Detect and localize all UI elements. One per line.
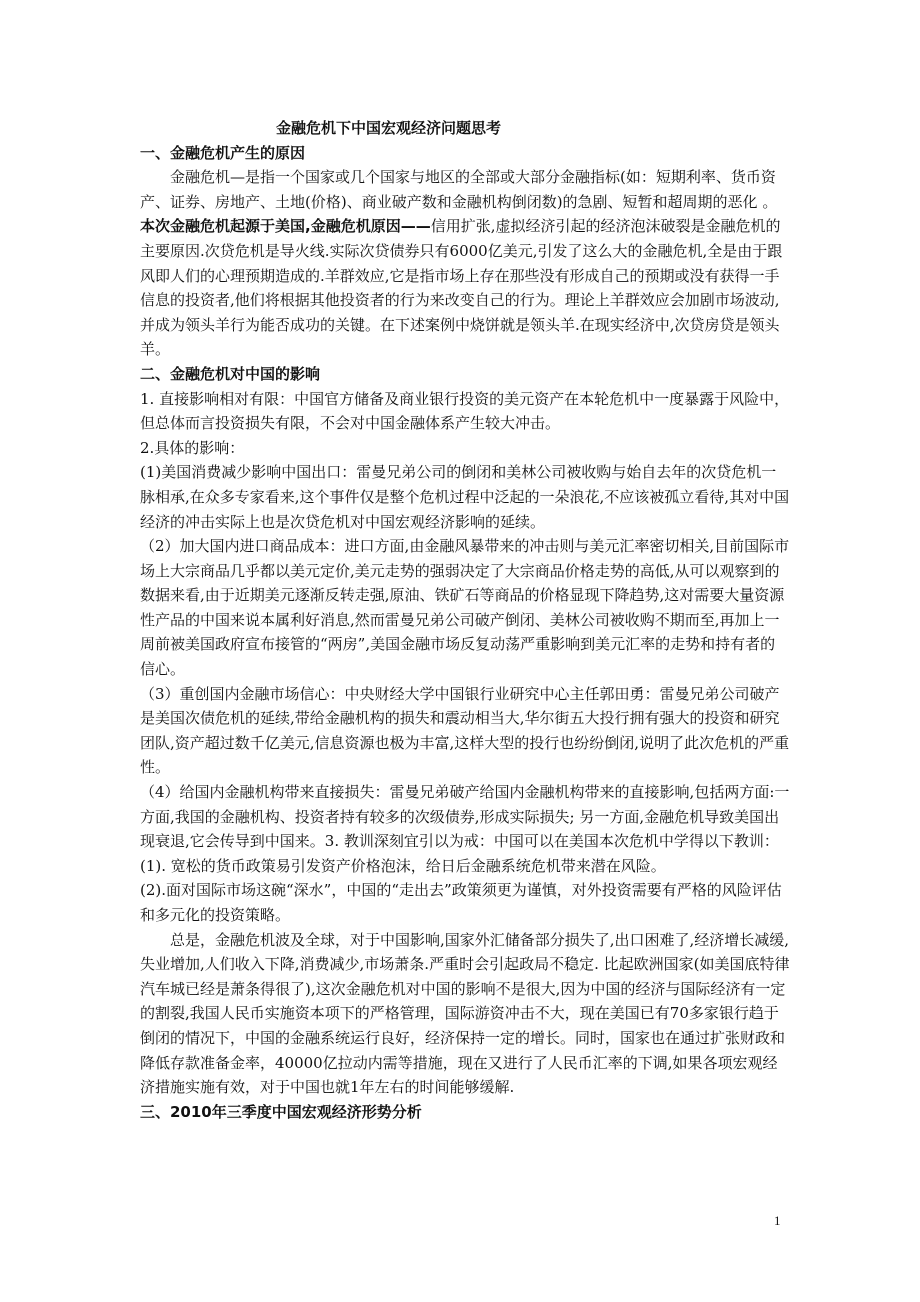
document-title: 金融危机下中国宏观经济问题思考: [276, 119, 502, 137]
cause-lead: 本次金融危机起源于美国,金融危机原因——: [140, 217, 431, 236]
impact-sub-4: （4）给国内金融机构带来直接损失：雷曼兄弟破产给国内金融机构带来的直接影响,包括两方面:一方面,我国的金融机构、投资者持有较多的次级债券,形成实际损失; 另一方面,金融危机导致美国出现衰退,它会传导到中国来。3. 教训深刻宜引以为戒：中国可以在美国本次危机中学得以下教训：: [140, 783, 790, 851]
impact-item-1: 1. 直接影响相对有限：中国官方储备及商业银行投资的美元资产在本轮危机中一度暴露于风险中，但总体而言投资损失有限，不会对中国金融体系产生较大冲击。: [140, 389, 790, 433]
impact-sub-2: （2）加大国内进口商品成本：进口方面,由金融风暴带来的冲击则与美元汇率密切相关,目前国际市场上大宗商品几乎都以美元定价,美元走势的强弱决定了大宗商品价格走势的高低,从可以观察到的数据来看,由于近期美元逐渐反转走强,原油、铁矿石等商品的价格显现下降趋势,这对需要大量资源性产品的中国来说本属利好消息,然而雷曼兄弟公司破产倒闭、美林公司被收购不期而至,再加上一周前被美国政府宣布接管的“两房”,美国金融市场反复动荡严重影响到美元汇率的走势和持有者的信心。: [140, 537, 790, 679]
cause-text: 信用扩张,虚拟经济引起的经济泡沫破裂是金融危机的主要原因.次贷危机是导火线.实际次贷债券只有6000亿美元,引发了这么大的金融危机,全是由于跟风即人们的心理预期造成的.羊群效应,它是指市场上存在那些没有形成自己的预期或没有获得一手信息的投资者,他们将根据其他投资者的行为来改变自己的行为。理论上羊群效应会加剧市场波动,并成为领头羊行为能否成功的关键。在下述案例中烧饼就是领头羊.在现实经济中,次贷房贷是领头羊。: [140, 217, 783, 359]
impact-sub-3: （3）重创国内金融市场信心：中央财经大学中国银行业研究中心主任郭田勇：雷曼兄弟公司破产是美国次债危机的延续,带给金融机构的损失和震动相当大,华尔街五大投行拥有强大的投资和研究团队,资产超过数千亿美元,信息资源也极为丰富,这样大型的投行也纷纷倒闭,说明了此次危机的严重性。: [140, 684, 790, 777]
section-2-heading: 二、金融危机对中国的影响: [140, 364, 321, 383]
section-1-heading: 一、金融危机产生的原因: [140, 143, 306, 162]
document-body: [140, 116, 790, 1124]
lesson-2: (2).面对国际市场这碗“深水”，中国的“走出去”政策须更为谨慎，对外投资需要有严格的风险评估和多元化的投资策略。: [140, 881, 782, 924]
lesson-1: (1). 宽松的货币政策易引发资产价格泡沫，给日后金融系统危机带来潜在风险。: [140, 856, 666, 875]
impact-sub-1: (1)美国消费减少影响中国出口：雷曼兄弟公司的倒闭和美林公司被收购与始自去年的次贷危机一脉相承,在众多专家看来,这个事件仅是整个危机过程中泛起的一朵浪花,不应该被孤立看待,其对中国经济的冲击实际上也是次贷危机对中国宏观经济影响的延续。: [140, 463, 790, 531]
summary-paragraph: 总是，金融危机波及全球，对于中国影响,国家外汇储备部分损失了,出口困难了,经济增长减缓,失业增加,人们收入下降,消费减少,市场萧条.严重时会引起政局不稳定. 比起欧洲国家(如美国底特律汽车城已经是萧条得很了),这次金融危机对中国的影响不是很大,因为中国的经济与国际经济有一定的割裂,我国人民币实施资本项下的严格管理，国际游资冲击不大，现在美国已有70多家银行趋于倒闭的情况下，中国的金融系统运行良好，经济保持一定的增长。同时，国家也在通过扩张财政和降低存款准备金率，40000亿拉动内需等措施，现在又进行了人民币汇率的下调,如果各项宏观经济措施实施有效，对于中国也就1年左右的时间能够缓解.: [140, 930, 790, 1097]
cause-paragraph: [140, 214, 790, 362]
page-number: 1: [774, 1213, 781, 1228]
impact-item-2: 2.具体的影响：: [140, 438, 245, 457]
section-3-heading: 三、2010年三季度中国宏观经济形势分析: [140, 1102, 422, 1121]
definition-paragraph: 金融危机—是指一个国家或几个国家与地区的全部或大部分金融指标(如：短期利率、货币资产、证券、房地产、土地(价格)、商业破产数和金融机构倒闭数)的急剧、短暂和超周期的恶化 。: [140, 168, 778, 211]
